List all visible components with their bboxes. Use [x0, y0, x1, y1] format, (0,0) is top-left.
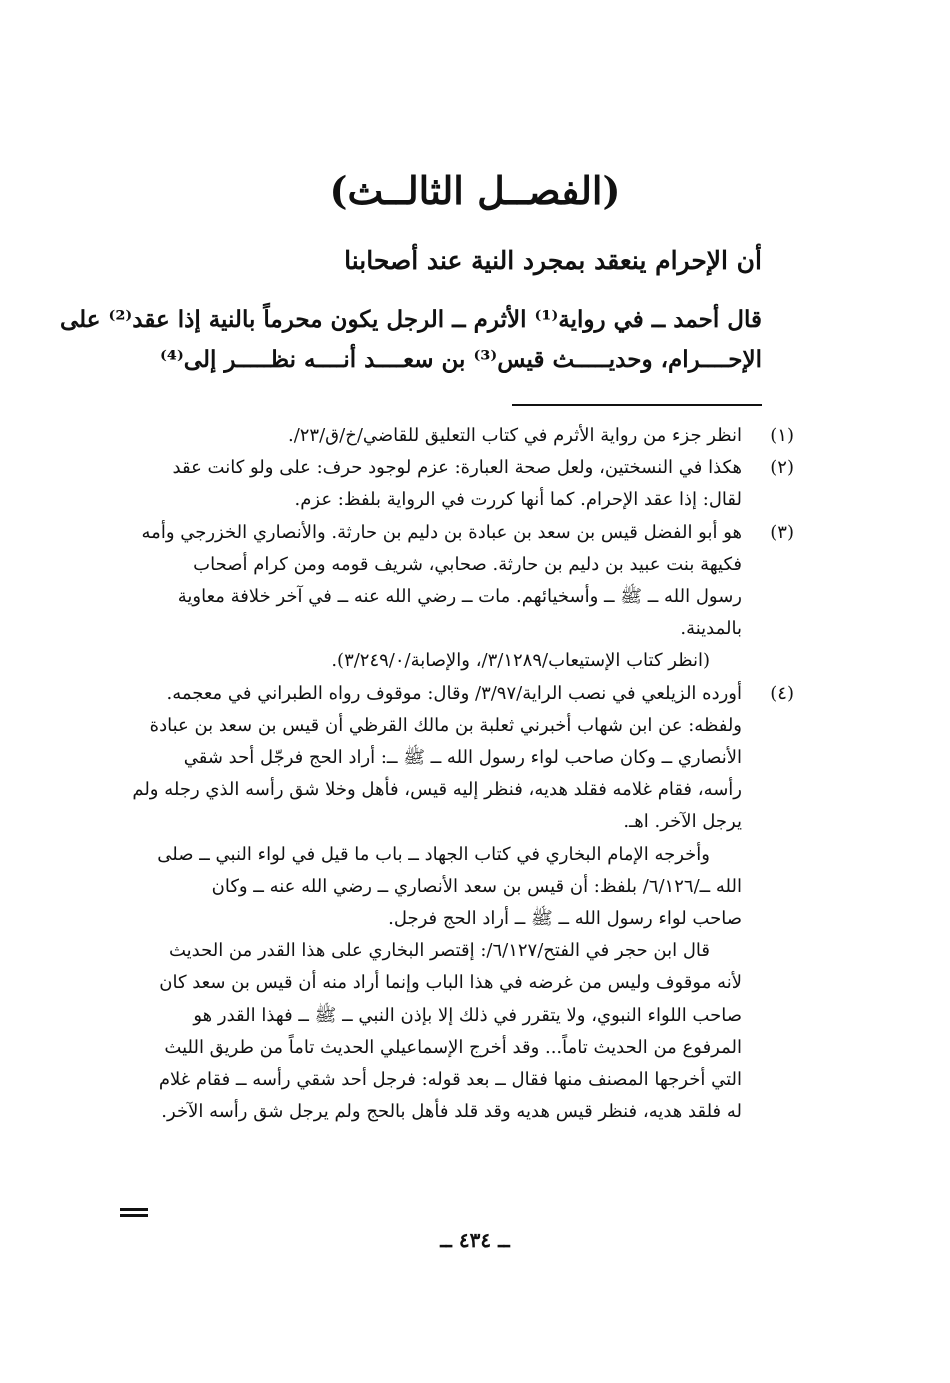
footnote-line: هو أبو الفضل قيس بن سعد بن عبادة بن دليم بن حارثة. والأنصاري الخزرجي وأمه	[141, 521, 742, 543]
footnote-number: (٣)	[770, 521, 794, 543]
footnote-line: صاحب لواء رسول الله ــ ﷺ ــ أراد الحج فرجل.	[388, 908, 742, 930]
footnote-2	[122, 452, 794, 516]
footnote-3	[122, 517, 794, 678]
footnote-line: ولفظه: عن ابن شهاب أخبرني ثعلبة بن مالك القرظي أن قيس بن سعد بن عبادة	[149, 714, 742, 736]
footnote-line: التي أخرجها المصنف منها فقال ــ بعد قوله: فرجل أحد شقي رأسه ــ فقام غلام	[158, 1069, 742, 1091]
footnote-line: هكذا في النسختين، ولعل صحة العبارة: عزم لوجود حرف: على ولو كانت عقد	[172, 457, 742, 479]
footnote-line: لأنه موقوف وليس من غرضه في هذا الباب وإنما أراد منه أن قيس بن سعد كان	[159, 972, 742, 994]
footnote-line: انظر جزء من رواية الأثرم في كتاب التعليق للقاضي/خ/ق/٢٣/.	[287, 425, 742, 446]
footnote-line: لقال: إذا عقد الإحرام. كما أنها كررت في الرواية بلفظ: عزم.	[294, 489, 742, 511]
footnote-line: الأنصاري ــ وكان صاحب لواء رسول الله ــ ﷺ ــ: أراد الحج فرجّل أحد شقي	[183, 747, 742, 769]
footnote-line: يرجل الآخر. اهـ.	[623, 811, 742, 833]
chapter-title: (الفصــل الثالــث)	[329, 168, 621, 213]
footnote-line: الله ــ/٦/١٢٦/ بلفظ: أن قيس بن سعد الأنصاري ــ رضي الله عنه ــ وكان	[211, 875, 742, 897]
footnote-line: وأخرجه الإمام البخاري في كتاب الجهاد ــ باب ما قيل في لواء النبي ــ صلى	[157, 843, 710, 865]
footnote-line: قال ابن حجر في الفتح/٦/١٢٧/: إقتصر البخاري على هذا القدر من الحديث	[168, 940, 710, 962]
footnote-line: أورده الزيلعي في نصب الراية/٣/٩٧/ وقال: موقوف رواه الطبراني في معجمه.	[166, 682, 742, 704]
footnote-reference: (انظر كتاب الإستيعاب/٣/١٢٨٩/، والإصابة/٣/٢٤٩/٠).	[331, 650, 710, 672]
footnote-divider	[512, 404, 762, 406]
footnote-line: رسول الله ــ ﷺ ــ وأسخيائهم. مات ــ رضي الله عنه ــ في آخر خلافة معاوية	[177, 586, 742, 608]
footnote-line: فكيهة بنت عبيد بن دليم بن حارثة. صحابي، شريف قومه ومن كرام أصحاب	[193, 553, 742, 575]
footnote-line: رأسه، فقام غلامه فقلد هديه، فنظر إليه قيس، فأهل وخلا شق رأسه الذي رجله ولم	[132, 779, 742, 801]
end-mark-bar	[120, 1208, 148, 1211]
main-text	[59, 300, 762, 380]
footnote-number: (٤)	[770, 682, 794, 704]
footnotes	[122, 420, 794, 1128]
section-heading: أن الإحرام ينعقد بمجرد النية عند أصحابنا	[344, 246, 762, 275]
footnote-line: المرفوع من الحديث تاماً... وقد أخرج الإسماعيلي الحديث تاماً من طريق الليث	[164, 1036, 742, 1058]
main-text-line: الإحــــرام، وحديـــــث قيس⁽³⁾ بن سعــــد أنــــه نظـــــر إلى⁽⁴⁾	[160, 346, 762, 373]
end-of-page-mark	[120, 1208, 148, 1220]
footnote-line: له فلقد هديه، فنظر قيس هديه وقد قلد فأهل بالحج ولم يرجل شق رأسه الآخر.	[161, 1101, 742, 1123]
footnote-4	[122, 678, 794, 1129]
end-mark-bar	[120, 1214, 148, 1217]
footnote-number: (١)	[770, 425, 794, 446]
footnote-1	[122, 420, 794, 452]
page-number: ــ ٤٣٤ ــ	[440, 1228, 510, 1252]
footnote-line: صاحب اللواء النبوي، ولا يتقرر في ذلك إلا بإذن النبي ــ ﷺ ــ فهذا القدر هو	[193, 1004, 742, 1026]
footnote-line: بالمدينة.	[680, 618, 742, 640]
footnote-number: (٢)	[770, 457, 794, 479]
main-text-line: قال أحمد ــ في رواية⁽¹⁾ الأثرم ــ الرجل يكون محرماً بالنية إذا عقد⁽²⁾ على	[59, 306, 762, 333]
